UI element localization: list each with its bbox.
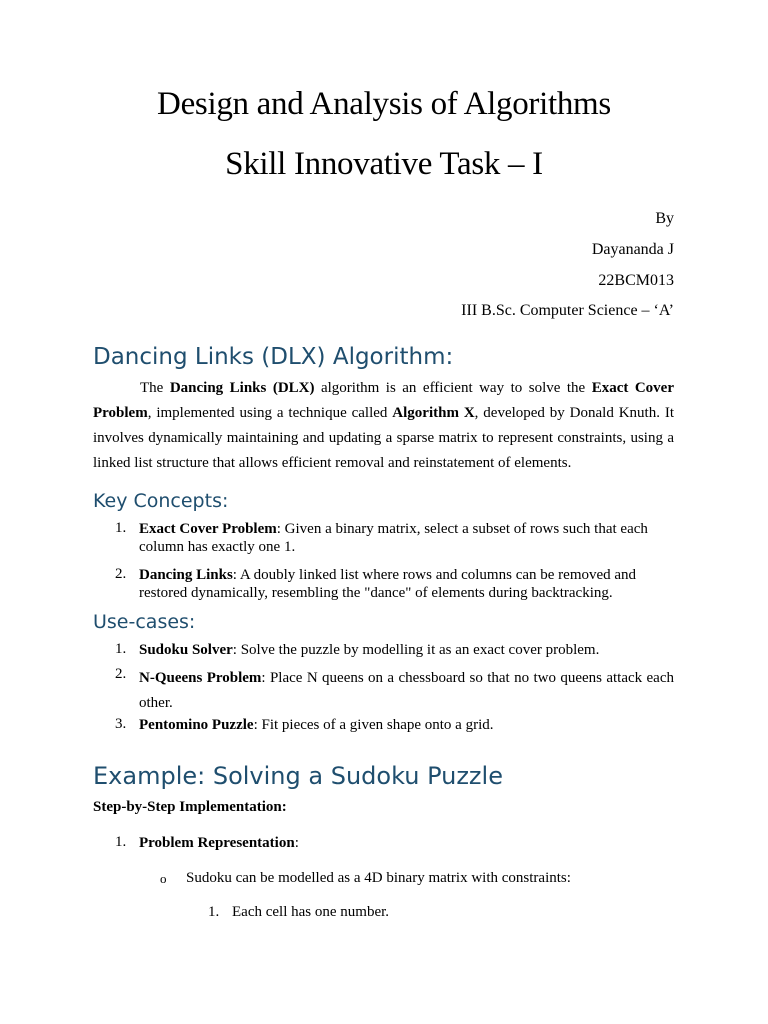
document-title: Design and Analysis of Algorithms xyxy=(157,86,611,122)
document-subtitle: Skill Innovative Task – I xyxy=(225,146,543,182)
example-heading: Example: Solving a Sudoku Puzzle xyxy=(93,762,503,790)
document-page: Design and Analysis of Algorithms Skill Innovative Task – I By Dayananda J 22BCM013 III B.Sc. Computer Science – ‘A’ Dancing Links (DLX) Algorithm: The Dancing Links (DLX) algorithm is an efficient way to solve the Exact Cover Problem, implemented using a technique called Algorithm X, developed by Donald Knuth. It involves dynamically maintaining and updating a sparse matrix to represent constraints, using a linked list structure that allows efficient removal and reinstatement of elements. Key Concepts: 1. Exact Cover Problem: Given a binary matrix, select a subset of rows such that each column has exactly one 1. 2. Dancing Links: A doubly linked list where rows and columns can be removed and restored dynamically, resembling the "dance" of elements during backtracking. Use-cases: 1. Sudoku Solver: Solve the puzzle by modelling it as an exact cover problem. 2. N-Queens Problem: Place N queens on a chessboard so that no two queens attack each other. 3. Pentomino Puzzle: Fit pieces of a given shape onto a grid. Example: Solving a Sudoku Puzzle Step-by-Step Implementation: 1. Problem Representation: o Sudoku can be modelled as a 4D binary matrix with constraints: 1. Each cell has one number. xyxy=(0,0,768,1024)
author-class: III B.Sc. Computer Science – ‘A’ xyxy=(461,302,674,319)
author-by-label: By xyxy=(655,210,674,227)
dlx-intro-paragraph: The Dancing Links (DLX) algorithm is an efficient way to solve the Exact Cover Problem, implemented using a technique called Algorithm X, developed by Donald Knuth. It involves dynamically maintaining and updating a sparse matrix to represent constraints, using a linked list structure that allows efficient removal and reinstatement of elements. xyxy=(93,380,674,471)
author-id: 22BCM013 xyxy=(598,272,674,289)
author-name: Dayananda J xyxy=(591,241,674,258)
step-by-step-label: Step-by-Step Implementation: xyxy=(93,799,287,815)
circle-bullet-icon: o xyxy=(160,871,167,886)
dlx-heading: Dancing Links (DLX) Algorithm: xyxy=(93,344,454,370)
use-cases-heading: Use-cases: xyxy=(93,611,196,633)
key-concepts-heading: Key Concepts: xyxy=(93,490,229,512)
